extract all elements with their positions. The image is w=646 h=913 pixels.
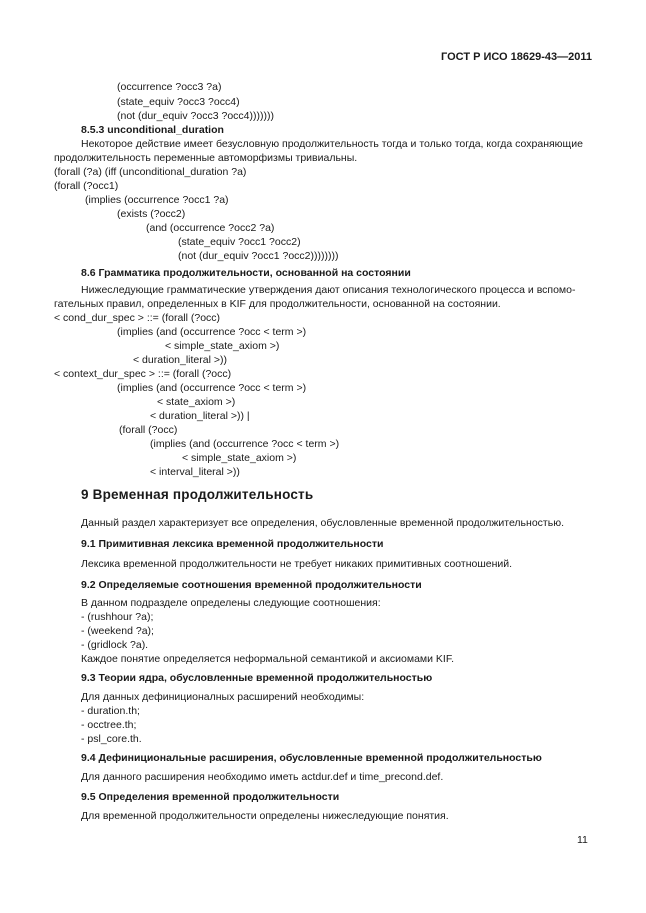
section-heading-9: 9 Временная продолжительность: [81, 487, 314, 502]
section-heading-8-6: 8.6 Грамматика продолжительности, основанной на состоянии: [81, 267, 411, 279]
grammar-line: < state_axiom >): [157, 396, 236, 408]
section-heading-8-5-3: 8.5.3 unconditional_duration: [81, 124, 224, 136]
code-line: (not (dur_equiv ?occ1 ?occ2)))))))): [178, 250, 339, 262]
code-line: (implies (occurrence ?occ1 ?a): [85, 194, 229, 206]
list-item: - duration.th;: [81, 705, 140, 717]
grammar-line: < cond_dur_spec > ::= (forall (?occ): [54, 312, 221, 324]
paragraph-line: Некоторое действие имеет безусловную продолжительность тогда и только тогда, когда сохраняющие: [81, 138, 583, 150]
page-number: 11: [577, 834, 588, 846]
list-item: - (gridlock ?a).: [81, 639, 149, 651]
paragraph-line: гательных правил, определенных в KIF для продолжительности, основанной на состоянии.: [54, 298, 501, 310]
code-line: (occurrence ?occ3 ?a): [117, 81, 222, 93]
grammar-line: < simple_state_axiom >): [165, 340, 280, 352]
section-heading-9-4: 9.4 Дефинициональные расширения, обусловленные временной продолжительностью: [81, 752, 542, 764]
list-item: - (weekend ?a);: [81, 625, 154, 637]
code-line: (state_equiv ?occ1 ?occ2): [178, 236, 301, 248]
paragraph-line: продолжительность переменные автоморфизмы тривиальны.: [54, 152, 358, 164]
grammar-line: < context_dur_spec > ::= (forall (?occ): [54, 368, 232, 380]
section-heading-9-3: 9.3 Теории ядра, обусловленные временной продолжительностью: [81, 672, 433, 684]
list-item: - occtree.th;: [81, 719, 137, 731]
paragraph-line: Данный раздел характеризует все определения, обусловленные временной продолжительностью.: [81, 517, 564, 529]
section-heading-9-2: 9.2 Определяемые соотношения временной продолжительности: [81, 579, 422, 591]
section-heading-9-5: 9.5 Определения временной продолжительности: [81, 791, 340, 803]
code-line: (exists (?occ2): [117, 208, 186, 220]
paragraph-line: В данном подразделе определены следующие соотношения:: [81, 597, 381, 609]
document-code-header: ГОСТ Р ИСО 18629-43—2011: [441, 51, 593, 63]
paragraph-line: Для данных дефиниционалных расширений необходимы:: [81, 691, 365, 703]
code-line: (forall (?a) (iff (unconditional_duration ?a): [54, 166, 247, 178]
grammar-line: < duration_literal >)) |: [150, 410, 250, 422]
grammar-line: < duration_literal >)): [133, 354, 227, 366]
paragraph-line: Для данного расширения необходимо иметь actdur.def и time_precond.def.: [81, 771, 444, 783]
grammar-line: (implies (and (occurrence ?occ < term >): [117, 326, 307, 338]
paragraph-line: Нижеследующие грамматические утверждения дают описания технологического процесса и вспомо-: [81, 284, 576, 296]
code-line: (forall (?occ1): [54, 180, 119, 192]
code-line: (and (occurrence ?occ2 ?a): [146, 222, 275, 234]
code-line: (not (dur_equiv ?occ3 ?occ4))))))): [117, 110, 274, 122]
list-item: - (rushhour ?a);: [81, 611, 154, 623]
code-line: (state_equiv ?occ3 ?occ4): [117, 96, 240, 108]
paragraph-line: Для временной продолжительности определены нижеследующие понятия.: [81, 810, 449, 822]
paragraph-line: Лексика временной продолжительности не требует никаких примитивных соотношений.: [81, 558, 513, 570]
grammar-line: (implies (and (occurrence ?occ < term >): [117, 382, 307, 394]
paragraph-line: Каждое понятие определяется неформальной семантикой и аксиомами KIF.: [81, 653, 455, 665]
grammar-line: < interval_literal >)): [150, 466, 240, 478]
list-item: - psl_core.th.: [81, 733, 142, 745]
grammar-line: (implies (and (occurrence ?occ < term >): [150, 438, 340, 450]
section-heading-9-1: 9.1 Примитивная лексика временной продолжительности: [81, 538, 384, 550]
grammar-line: < simple_state_axiom >): [182, 452, 297, 464]
grammar-line: (forall (?occ): [119, 424, 178, 436]
